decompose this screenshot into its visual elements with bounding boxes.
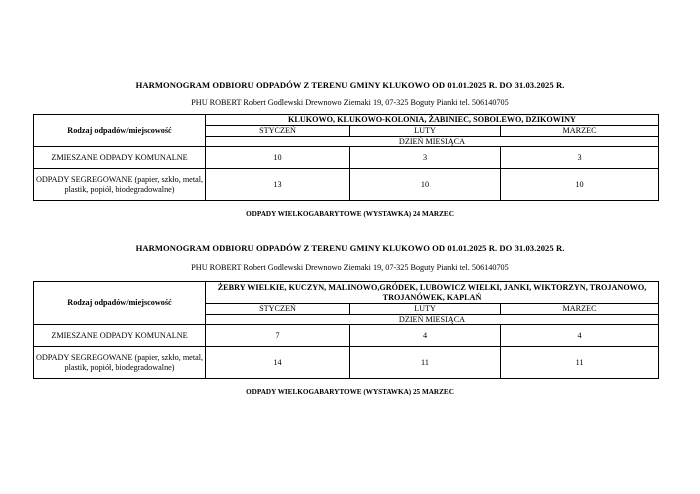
day-of-month-label: DZIEŃ MIESIĄCA: [206, 314, 659, 325]
month-header: MARZEC: [501, 126, 659, 137]
month-header: STYCZEŃ: [206, 304, 350, 315]
company-info: PHU ROBERT Robert Godlewski Drewnowo Ziemaki 19, 07-325 Boguty Pianki tel. 506140705: [191, 263, 509, 272]
bulky-waste-note: ODPADY WIELKOGABARYTOWE (WYSTAWKA) 24 MARZEC: [246, 210, 454, 218]
month-header: STYCZEŃ: [206, 126, 350, 137]
pickup-day-cell: 7: [206, 325, 350, 347]
schedule-table: [33, 114, 659, 201]
waste-type-label: ZMIESZANE ODPADY KOMUNALNE: [34, 325, 206, 347]
schedule-table: [33, 281, 659, 379]
schedule-title: HARMONOGRAM ODBIORU ODPADÓW Z TERENU GMINY KLUKOWO OD 01.01.2025 R. DO 31.03.2025 R.: [135, 243, 565, 253]
day-of-month-label: DZIEŃ MIESIĄCA: [206, 136, 659, 147]
row-header: Rodzaj odpadów/miejscowość: [34, 115, 206, 147]
waste-type-label: ZMIESZANE ODPADY KOMUNALNE: [34, 147, 206, 169]
pickup-day-cell: 14: [206, 347, 350, 379]
month-header: LUTY: [350, 126, 501, 137]
row-header: Rodzaj odpadów/miejscowość: [34, 282, 206, 325]
localities-header: ŻEBRY WIELKIE, KUCZYN, MALINOWO,GRÓDEK, LUBOWICZ WIELKI, JANKI, WIKTORZYN, TROJANOWO, TROJANÓWEK, KAPLAŃ: [206, 282, 659, 304]
schedule-title: HARMONOGRAM ODBIORU ODPADÓW Z TERENU GMINY KLUKOWO OD 01.01.2025 R. DO 31.03.2025 R.: [135, 80, 565, 90]
pickup-day-cell: 3: [501, 147, 659, 169]
pickup-day-cell: 10: [350, 169, 501, 201]
pickup-day-cell: 11: [501, 347, 659, 379]
pickup-day-cell: 3: [350, 147, 501, 169]
pickup-day-cell: 10: [206, 147, 350, 169]
pickup-day-cell: 4: [501, 325, 659, 347]
localities-header: KLUKOWO, KLUKOWO-KOLONIA, ŻABINIEC, SOBOLEWO, DZIKOWINY: [206, 115, 659, 126]
bulky-waste-note: ODPADY WIELKOGABARYTOWE (WYSTAWKA) 25 MARZEC: [246, 388, 454, 396]
waste-type-label: ODPADY SEGREGOWANE (papier, szkło, metal, plastik, popiół, biodegradowalne): [34, 347, 206, 379]
pickup-day-cell: 10: [501, 169, 659, 201]
company-info: PHU ROBERT Robert Godlewski Drewnowo Ziemaki 19, 07-325 Boguty Pianki tel. 506140705: [191, 98, 509, 107]
month-header: MARZEC: [501, 304, 659, 315]
month-header: LUTY: [350, 304, 501, 315]
pickup-day-cell: 4: [350, 325, 501, 347]
pickup-day-cell: 13: [206, 169, 350, 201]
pickup-day-cell: 11: [350, 347, 501, 379]
waste-type-label: ODPADY SEGREGOWANE (papier, szkło, metal, plastik, popiół, biodegradowalne): [34, 169, 206, 201]
